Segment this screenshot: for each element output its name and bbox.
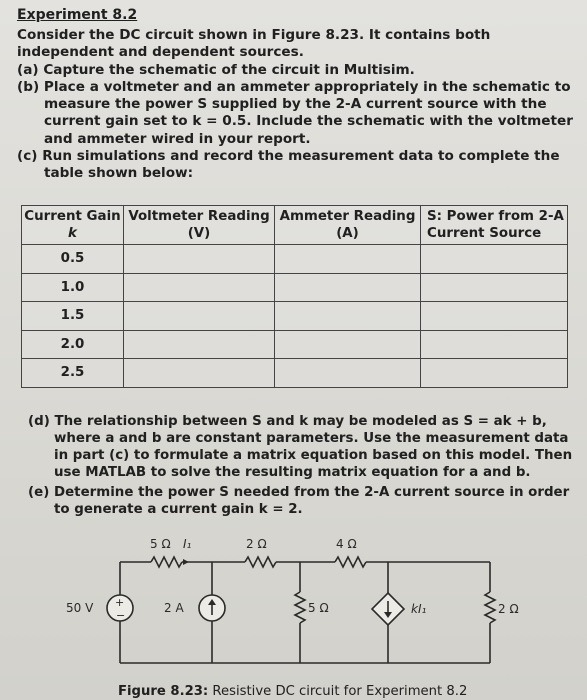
svg-text:+: + — [115, 596, 125, 609]
k-value: 0.5 — [22, 245, 124, 274]
resistor-5ohm-top — [151, 557, 182, 567]
resistor-4ohm — [335, 557, 366, 567]
measurement-table — [21, 205, 568, 388]
table-header-row — [22, 206, 568, 245]
ammeter-cell[interactable] — [275, 273, 421, 302]
intro-paragraph: Consider the DC circuit shown in Figure 8.23. It contains both independent and dependent sources. — [17, 27, 491, 61]
figure-caption: Figure 8.23: Resistive DC circuit for Experiment 8.2 — [118, 684, 468, 699]
label-current-source: 2 A — [164, 601, 184, 615]
current-arrow-icon — [183, 559, 189, 565]
table-row — [22, 302, 568, 331]
label-r3: 4 Ω — [336, 537, 357, 551]
k-value: 2.0 — [22, 330, 124, 359]
voltmeter-cell[interactable] — [124, 273, 275, 302]
label-r5: 2 Ω — [498, 602, 519, 616]
resistor-2ohm-vertical — [485, 592, 495, 623]
experiment-title: Experiment 8.2 — [17, 7, 138, 23]
part-e: (e) Determine the power S needed from the 2-A current source in order to generate a current gain k = 2. — [28, 485, 570, 517]
label-r4: 5 Ω — [308, 601, 329, 615]
voltmeter-cell[interactable] — [124, 359, 275, 388]
ammeter-cell[interactable] — [275, 245, 421, 274]
label-r2: 2 Ω — [246, 537, 267, 551]
power-cell[interactable] — [421, 245, 568, 274]
ammeter-cell[interactable] — [275, 330, 421, 359]
voltmeter-cell[interactable] — [124, 245, 275, 274]
label-dependent-source: kI₁ — [411, 602, 427, 616]
table-row — [22, 359, 568, 388]
header-ammeter: Ammeter Reading (A) — [275, 206, 421, 245]
table-row — [22, 330, 568, 359]
table-row — [22, 245, 568, 274]
resistor-5ohm-vertical — [295, 592, 305, 623]
label-voltage-source: 50 V — [66, 601, 94, 615]
label-i1: I₁ — [183, 537, 192, 551]
part-b: (b) Place a voltmeter and an ammeter appropriately in the schematic to measure the power S supplied by the 2-A current source with the current gain set to k = 0.5. Include the schematic with the voltmeter and ammeter wired in your report. — [17, 79, 573, 147]
k-value: 1.5 — [22, 302, 124, 331]
power-cell[interactable] — [421, 273, 568, 302]
power-cell[interactable] — [421, 330, 568, 359]
table-row — [22, 273, 568, 302]
part-c: (c) Run simulations and record the measurement data to complete the table shown below: — [17, 148, 560, 182]
k-value: 1.0 — [22, 273, 124, 302]
part-a: (a) Capture the schematic of the circuit in Multisim. — [17, 62, 415, 78]
power-cell[interactable] — [421, 359, 568, 388]
ammeter-cell[interactable] — [275, 302, 421, 331]
circuit-diagram — [0, 515, 587, 685]
ammeter-cell[interactable] — [275, 359, 421, 388]
k-value: 2.5 — [22, 359, 124, 388]
power-cell[interactable] — [421, 302, 568, 331]
header-voltmeter: Voltmeter Reading (V) — [124, 206, 275, 245]
voltmeter-cell[interactable] — [124, 330, 275, 359]
part-d: (d) The relationship between S and k may be modeled as S = ak + b, where a and b are constant parameters. Use the measurement data in part (c) to formulate a matrix equation based on this model. Then use MATLAB to solve the resulting matrix equation for a and b. — [28, 414, 573, 480]
header-power: S: Power from 2-A Current Source — [421, 206, 568, 245]
svg-text:−: − — [116, 609, 126, 622]
resistor-2ohm — [245, 557, 276, 567]
header-current-gain: Current Gain k — [22, 206, 124, 245]
label-r1: 5 Ω — [150, 537, 171, 551]
voltmeter-cell[interactable] — [124, 302, 275, 331]
